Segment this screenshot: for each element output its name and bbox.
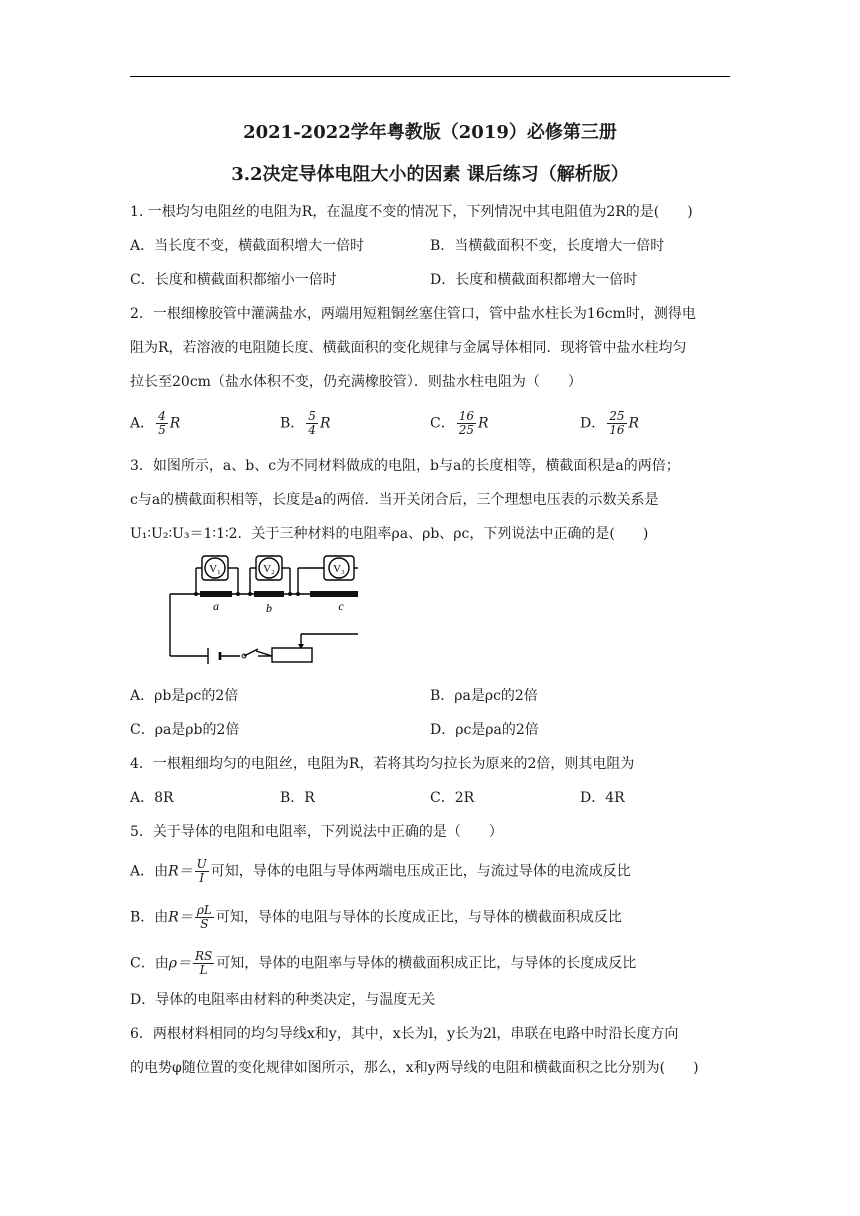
q3-option-c: C．ρa是ρb的2倍 bbox=[130, 722, 240, 738]
q2-option-a: A． $\frac{4}{5}$ R bbox=[130, 409, 181, 437]
circuit-diagram bbox=[128, 552, 358, 668]
q6-stem-line2: 的电势φ随位置的变化规律如图所示，那么，x和y两导线的电阻和横截面积之比分别为( ) bbox=[130, 1060, 699, 1076]
resistor-a-label: a bbox=[213, 599, 219, 613]
q3-option-b: B．ρa是ρc的2倍 bbox=[430, 688, 538, 704]
q1-option-c: C．长度和横截面积都缩小一倍时 bbox=[130, 272, 337, 288]
q4-option-c: C．2R bbox=[430, 790, 475, 806]
q4-option-b: B．R bbox=[280, 790, 315, 806]
q6-stem-line1: 6．两根材料相同的均匀导线x和y，其中，x长为l，y长为2l，串联在电路中时沿长度方向 bbox=[130, 1026, 679, 1042]
q2-option-d: D． $\frac{25}{16}$ R bbox=[580, 409, 640, 437]
q3-stem-line3: U₁∶U₂∶U₃＝1∶1∶2．关于三种材料的电阻率ρa、ρb、ρc，下列说法中正确的是( ) bbox=[130, 526, 649, 542]
q5-option-b: B．由R＝ $\frac{\rho L}{S}$ 可知，导体的电阻与导体的长度成正比，与导体的横截面积成反比 bbox=[130, 903, 622, 931]
q2-stem-line2: 阻为R，若溶液的电阻随长度、横截面积的变化规律与金属导体相同．现将管中盐水柱均匀 bbox=[130, 340, 687, 356]
q2-stem-line1: 2．一根细橡胶管中灌满盐水，两端用短粗铜丝塞住管口，管中盐水柱长为16cm时，测得电 bbox=[130, 306, 696, 322]
q2-option-b: B． $\frac{5}{4}$ R bbox=[280, 409, 331, 437]
q1-option-b: B．当横截面积不变，长度增大一倍时 bbox=[430, 238, 665, 254]
v2-label: V₂ bbox=[263, 563, 275, 575]
q3-stem-line1: 3．如图所示，a、b、c为不同材料做成的电阻，b与a的长度相等，横截面积是a的两倍； bbox=[130, 458, 680, 474]
document-title: 2021-2022学年粤教版（2019）必修第三册 bbox=[243, 122, 617, 143]
q3-stem-line2: c与a的横截面积相等，长度是a的两倍．当开关闭合后，三个理想电压表的示数关系是 bbox=[130, 492, 659, 508]
q2-stem-line3: 拉长至20cm（盐水体积不变，仍充满橡胶管）．则盐水柱电阻为（ ） bbox=[130, 374, 582, 390]
resistor-c-label: c bbox=[338, 599, 344, 613]
q1-option-a: A．当长度不变，横截面积增大一倍时 bbox=[130, 238, 365, 254]
q4-option-d: D．4R bbox=[580, 790, 625, 806]
v1-label: V₁ bbox=[209, 563, 221, 575]
q4-stem: 4．一根粗细均匀的电阻丝，电阻为R，若将其均匀拉长为原来的2倍，则其电阻为 bbox=[130, 756, 635, 772]
q2-option-c: C． $\frac{16}{25}$ R bbox=[430, 409, 489, 437]
q5-option-c: C．由ρ＝ $\frac{RS}{L}$ 可知，导体的电阻率与导体的横截面积成正比，与导体的长度成反比 bbox=[130, 949, 637, 977]
q5-option-a: A．由R＝ $\frac{U}{I}$ 可知，导体的电阻与导体两端电压成正比，与流过导体的电流成反比 bbox=[130, 857, 631, 885]
q1-stem: 1. 一根均匀电阻丝的电阻为R，在温度不变的情况下，下列情况中其电阻值为2R的是( ) bbox=[130, 204, 693, 220]
q5-stem: 5．关于导体的电阻和电阻率，下列说法中正确的是（ ） bbox=[130, 824, 503, 840]
q3-option-a: A．ρb是ρc的2倍 bbox=[130, 688, 239, 704]
resistor-b-label: b bbox=[266, 601, 272, 615]
q5-option-d: D．导体的电阻率由材料的种类决定，与温度无关 bbox=[130, 992, 436, 1008]
header-rule bbox=[130, 76, 730, 77]
q4-option-a: A．8R bbox=[130, 790, 174, 806]
q3-option-d: D．ρc是ρa的2倍 bbox=[430, 722, 539, 738]
document-subtitle: 3.2决定导体电阻大小的因素 课后练习（解析版） bbox=[231, 164, 629, 185]
v3-label: V₃ bbox=[333, 563, 345, 575]
q1-option-d: D．长度和横截面积都增大一倍时 bbox=[430, 272, 638, 288]
